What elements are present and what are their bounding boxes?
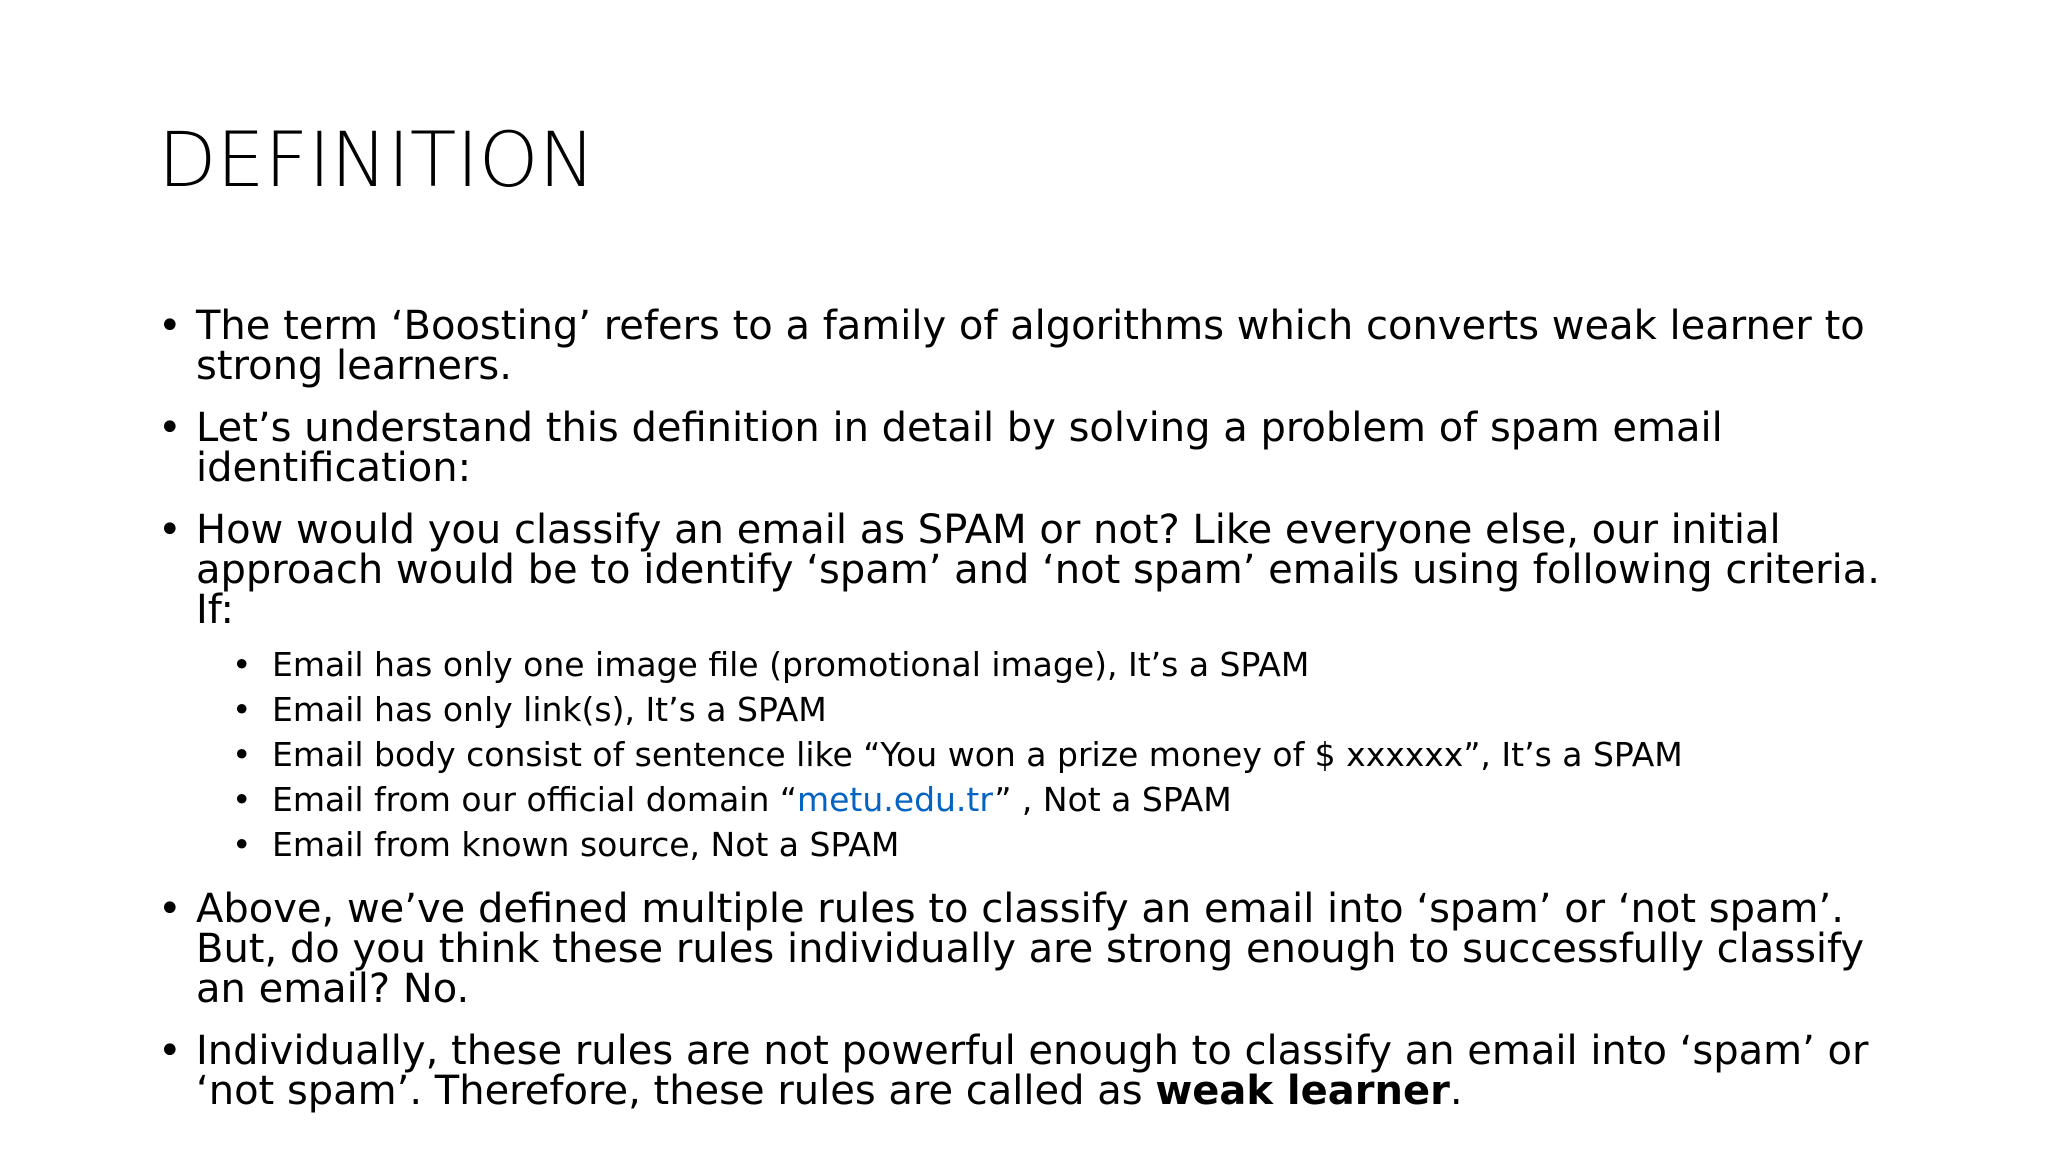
criteria-text: Email has only link(s), It’s a SPAM xyxy=(272,690,827,729)
domain-link[interactable]: metu.edu.tr xyxy=(796,780,995,819)
bullet-text: Let’s understand this definition in detail by solving a problem of spam email identification: xyxy=(196,405,1723,491)
bullet-item xyxy=(158,507,1918,633)
bullet-text: The term ‘Boosting’ refers to a family of algorithms which converts weak learner to strong learners. xyxy=(196,303,1865,389)
conclusion-text: Individually, these rules are not powerful enough to classify an email into ‘spam’ or ‘not spam’. Therefore, these rules are called as xyxy=(196,1028,1869,1114)
bullet-dot-icon: • xyxy=(158,405,182,451)
criteria-text-before: Email from our official domain “ xyxy=(272,780,797,819)
criteria-list xyxy=(158,642,1918,867)
criteria-item xyxy=(232,642,1918,687)
bullet-dot-icon: • xyxy=(158,507,182,553)
bullet-text: Above, we’ve defined multiple rules to classify an email into ‘spam’ or ‘not spam’. But, do you think these rules individually are strong enough to successfully classify an email? No. xyxy=(196,886,1865,1012)
slide-content xyxy=(158,303,1918,1133)
criteria-text: Email from known source, Not a SPAM xyxy=(272,825,900,864)
weak-learner-emphasis: weak learner xyxy=(1155,1068,1450,1114)
bullet-dot-icon: • xyxy=(232,780,252,819)
bullet-item xyxy=(158,303,1918,389)
criteria-text: Email has only one image file (promotional image), It’s a SPAM xyxy=(272,645,1310,684)
bullet-text: How would you classify an email as SPAM or not? Like everyone else, our initial approach would be to identify ‘spam’ and ‘not spam’ emails using following criteria. If: xyxy=(196,507,1880,633)
criteria-item xyxy=(232,732,1918,777)
bullet-item xyxy=(158,1028,1918,1114)
bullet-dot-icon: • xyxy=(232,825,252,864)
criteria-item xyxy=(232,687,1918,732)
bullet-dot-icon: • xyxy=(158,1028,182,1074)
criteria-text-after: ” , Not a SPAM xyxy=(994,780,1232,819)
bullet-item xyxy=(158,405,1918,491)
criteria-item xyxy=(232,822,1918,867)
bullet-dot-icon: • xyxy=(158,886,182,932)
bullet-dot-icon: • xyxy=(158,303,182,349)
bullet-dot-icon: • xyxy=(232,645,252,684)
criteria-text: Email body consist of sentence like “You won a prize money of $ xxxxxx”, It’s a SPAM xyxy=(272,735,1683,774)
bullet-dot-icon: • xyxy=(232,735,252,774)
bullet-dot-icon: • xyxy=(232,690,252,729)
bullet-item xyxy=(158,886,1918,1012)
conclusion-end: . xyxy=(1449,1068,1463,1114)
slide-title: DEFINITION xyxy=(158,115,596,204)
criteria-item xyxy=(232,777,1918,822)
